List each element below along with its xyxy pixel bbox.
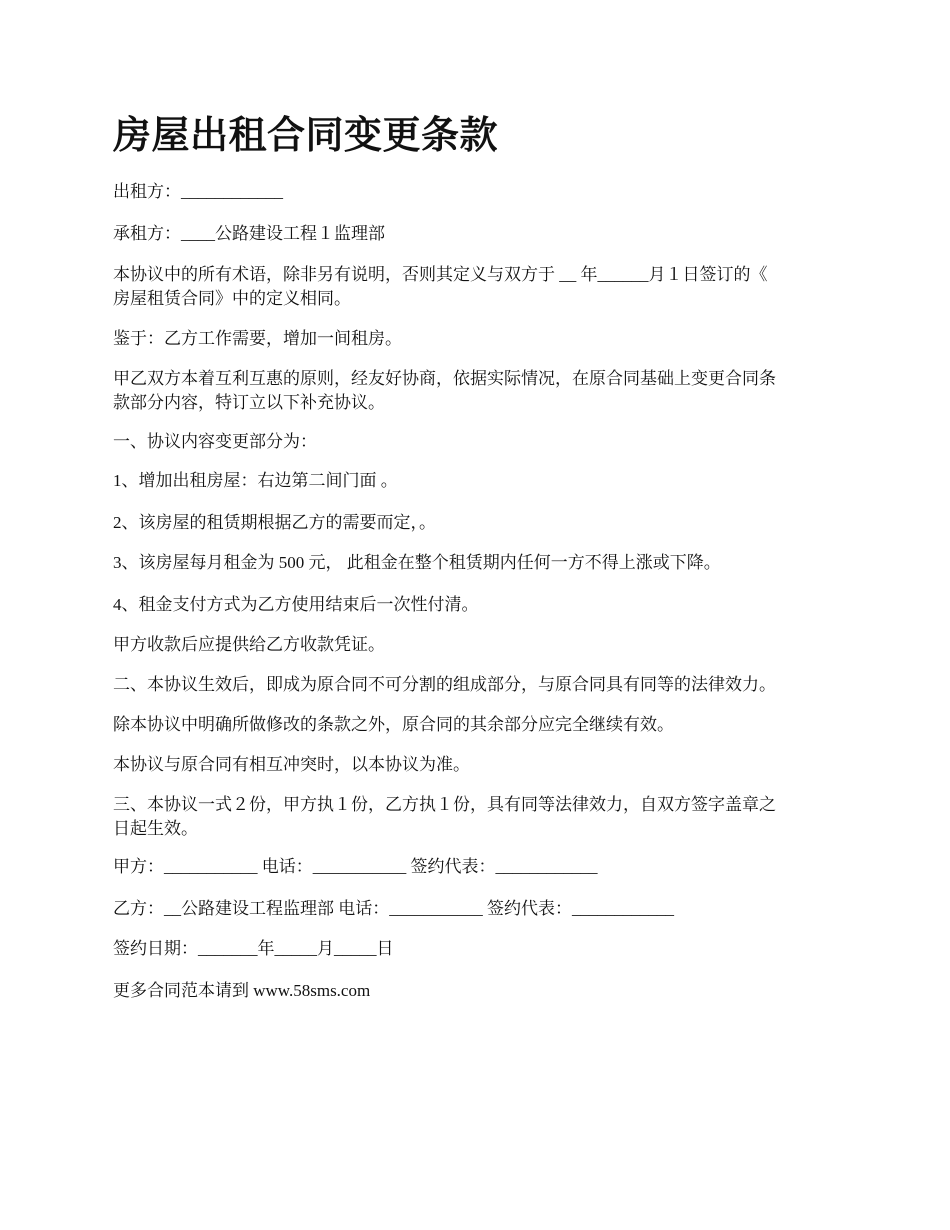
section-two-paragraph: 二、本协议生效后，即成为原合同不可分割的组成部分，与原合同具有同等的法律效力。 <box>113 675 776 694</box>
lessee-line: 承租方：____公路建设工程１监理部 <box>113 224 385 243</box>
section-three-line-1: 三、本协议一式２份，甲方执１份，乙方执１份，具有同等法律效力，自双方签字盖章之 <box>113 795 776 814</box>
definition-paragraph-line-1: 本协议中的所有术语，除非另有说明，否则其定义与双方于 __ 年______月１日签订的《 <box>113 265 768 284</box>
principle-paragraph-line-2: 款部分内容，特订立以下补充协议。 <box>113 393 385 412</box>
remaining-terms-paragraph: 除本协议中明确所做修改的条款之外，原合同的其余部分应完全继续有效。 <box>113 715 674 734</box>
definition-paragraph-line-2: 房屋租赁合同》中的定义相同。 <box>113 289 351 308</box>
section-three-line-2: 日起生效。 <box>113 819 198 838</box>
clause-3: 3、该房屋每月租金为 500 元， 此租金在整个租赁期内任何一方不得上涨或下降。 <box>113 553 721 572</box>
receipt-paragraph: 甲方收款后应提供给乙方收款凭证。 <box>113 635 385 654</box>
signing-date-line: 签约日期：_______年_____月_____日 <box>113 939 394 958</box>
clause-2: 2、该房屋的租赁期根据乙方的需要而定，。 <box>113 513 436 532</box>
more-templates-line: 更多合同范本请到 www.58sms.com <box>113 981 371 1000</box>
whereas-paragraph: 鉴于：乙方工作需要，增加一间租房。 <box>113 329 402 348</box>
party-b-signature-line: 乙方：__公路建设工程监理部 电话：___________ 签约代表：____________ <box>113 899 674 918</box>
section-one-heading: 一、协议内容变更部分为： <box>113 432 317 451</box>
conflict-paragraph: 本协议与原合同有相互冲突时，以本协议为准。 <box>113 755 470 774</box>
principle-paragraph-line-1: 甲乙双方本着互利互惠的原则，经友好协商，依据实际情况，在原合同基础上变更合同条 <box>113 369 776 388</box>
lessor-line: 出租方：____________ <box>113 182 283 201</box>
clause-1: 1、增加出租房屋：右边第二间门面 。 <box>113 471 398 490</box>
clause-4: 4、租金支付方式为乙方使用结束后一次性付清。 <box>113 595 479 614</box>
document-title: 房屋出租合同变更条款 <box>113 115 499 157</box>
party-a-signature-line: 甲方：___________ 电话：___________ 签约代表：____________ <box>113 857 598 876</box>
